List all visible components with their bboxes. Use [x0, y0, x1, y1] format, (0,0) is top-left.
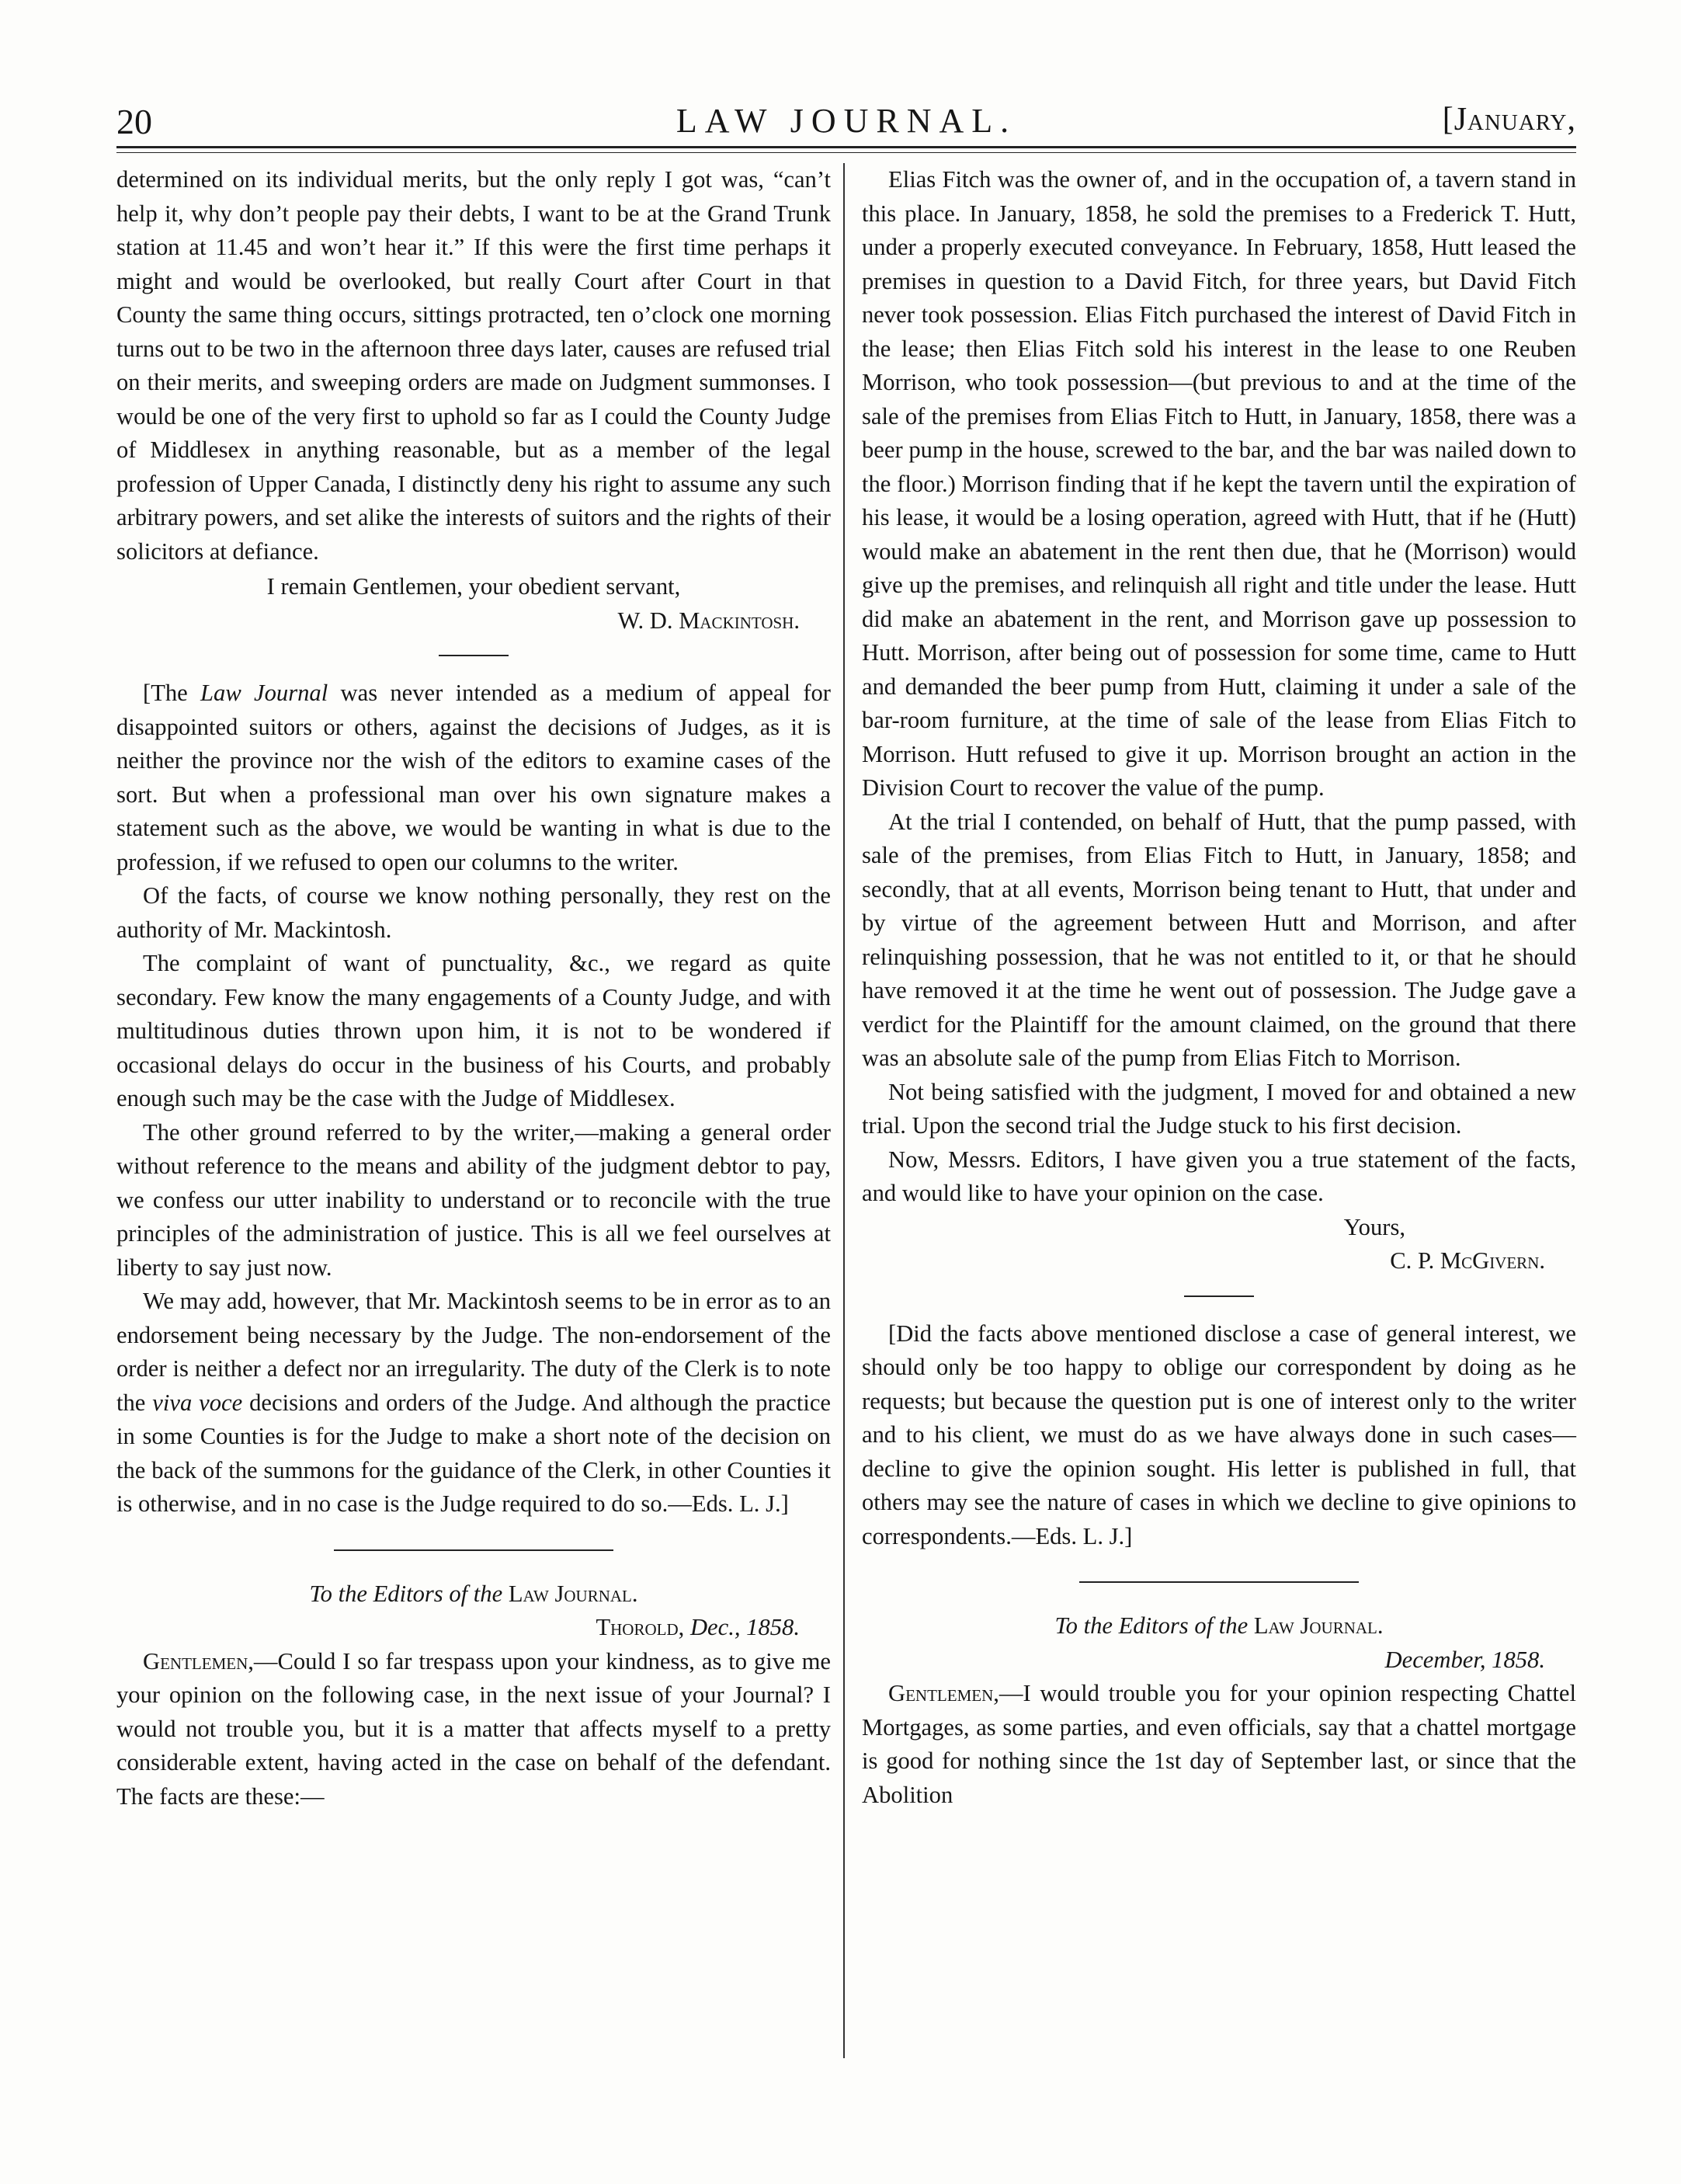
- editorial-text: We may add, however, that Mr. Mackintosh seems to be in error as to an endorsement being necessary by the Judge. The non-endorsement of the order is neither a defect nor an irregularity. The duty of the Clerk is to note the: [116, 1288, 831, 1416]
- letter-closing: Yours,: [1343, 1213, 1405, 1240]
- address-italic: To the Editors of the: [309, 1580, 503, 1607]
- letter-continuation: determined on its individual merits, but the only reply I got was, “can’t help it, why don’t people pay their debts, I want to be at the Grand Trunk station at 11.45 and won’t hear it.” If this were the first time perhaps it might and would be overlooked, but really Court after Court in that County the same thing occurs, sittings protracted, ten o’clock one morning turns out to be two in the afternoon three days later, causes are refused trial on their merits, and sweeping orders are made on Judgment summonses. I would be one of the very first to uphold so far as I could the County Judge of Middlesex in anything reasonable, but as a member of the legal profession of Upper Canada, I distinctly deny his right to assume any such arbitrary powers, and set alike the interests of suitors and the rights of their solicitors at defiance.: [116, 166, 831, 565]
- editorial-paragraph: [116, 1285, 831, 1521]
- letter-dateline: December, 1858.: [1384, 1646, 1545, 1673]
- letter-dateline: [116, 1611, 831, 1645]
- left-column: [116, 163, 831, 2058]
- editorial-text: decisions and orders of the Judge. And although the practice in some Counties is for the Judge to make a short note of the decision on the back of the summons for the guidance of the Clerk, in other Counties it is otherwise, and in no case is the Judge required to do so.—Eds. L. J.]: [116, 1389, 831, 1517]
- editorial-paragraph: [116, 676, 831, 879]
- dateline-date: Dec., 1858.: [689, 1614, 800, 1640]
- letter-address: [116, 1577, 831, 1612]
- letter-paragraph: Elias Fitch was the owner of, and in the occupation of, a tavern stand in this place. In January, 1858, he sold the premises to a Frederick T. Hutt, under a properly executed conveyance. In February, 1858, Hutt leased the premises in question to a David Fitch, for three years, but David Fitch never took possession. Elias Fitch purchased the interest of David Fitch in the lease; then Elias Fitch sold his interest in the lease to one Reuben Morrison, who took possession—(but previous to and at the time of the sale of the premises from Elias Fitch to Hutt, in January, 1858, there was a beer pump in the house, screwed to the bar, and the bar was nailed down to the floor.) Morrison finding that if he kept the tavern until the expiration of his lease, it would be a losing operation, agreed with Hutt, that if he (Hutt) would make an abatement in the rent then due, that he (Morrison) would give up the premises, and relinquish all right and title under the lease. Hutt did make an abatement in the rent, and Morrison gave up possession to Hutt. Morrison, after being out of possession for some time, came to Hutt and demanded the beer pump from Hutt, claiming it under a sale of the bar-room furniture, at the time of sale of the lease from Elias Fitch to Morrison. Hutt refused to give it up. Morrison brought an action in the Division Court to recover the value of the pump.: [862, 166, 1576, 801]
- editorial-paragraph: The complaint of want of punctuality, &c., we regard as quite secondary. Few know the many engagements of a County Judge, and with multitudinous duties thrown upon him, it is not to be wondered if occasional delays do occur in the business of his Courts, and probably enough such may be the case with the Judge of Middlesex.: [116, 950, 831, 1111]
- address-italic: To the Editors of the: [1054, 1612, 1249, 1639]
- editorial-paragraph: The other ground referred to by the writer,—making a general order without reference to the means and ability of the judgment debtor to pay, we confess our utter inability to understand or to reconcile with the true principles of the administration of justice. This is all we feel ourselves at liberty to say just now.: [116, 1118, 831, 1281]
- editorial-paragraph: [Did the facts above mentioned disclose a case of general interest, we should only be too happy to oblige our correspondent by doing as he requests; but because the question put is one of interest only to the writer and to his client, we must do as we have always done in such cases—decline to give the opinion sought. His letter is published in full, that others may see the nature of cases in which we decline to give opinions to correspondents.—Eds. L. J.]: [862, 1320, 1576, 1549]
- running-header: [116, 101, 1576, 148]
- journal-title: LAW JOURNAL.: [676, 102, 1017, 140]
- right-column: [862, 163, 1576, 2058]
- page-number: 20: [116, 102, 152, 141]
- header-rule-thick: [116, 146, 1576, 148]
- section-divider: [334, 1549, 613, 1551]
- dateline-place: Thorold,: [596, 1614, 685, 1640]
- salutation: Gentlemen,: [143, 1647, 254, 1675]
- letter-signature: W. D. Mackintosh.: [617, 607, 800, 634]
- running-month: [January,: [1442, 102, 1576, 137]
- letter-text: —I would trouble you for your opinion respecting Chattel Mortgages, as some parties, and even officials, say that a chattel mortgage is good for nothing since the 1st day of September last, or since that the Abolition: [862, 1680, 1576, 1808]
- section-divider: [1184, 1295, 1254, 1297]
- header-rule-thin: [116, 152, 1576, 153]
- editorial-paragraph: Of the facts, of course we know nothing personally, they rest on the authority of Mr. Mackintosh.: [116, 882, 831, 943]
- editorial-text: [The: [143, 680, 201, 706]
- letter-paragraph: Not being satisfied with the judgment, I moved for and obtained a new trial. Upon the second trial the Judge stuck to his first decision.: [862, 1078, 1576, 1139]
- salutation: Gentlemen,: [888, 1680, 999, 1706]
- journal-name-italic: Law Journal: [200, 680, 328, 706]
- column-divider: [843, 163, 845, 2058]
- latin-phrase: viva voce: [152, 1389, 243, 1416]
- letter-signature: C. P. McGivern.: [1390, 1247, 1545, 1274]
- letter-closing: I remain Gentlemen, your obedient servant,: [266, 573, 681, 600]
- letter-paragraph: [116, 1645, 831, 1814]
- letter-paragraph: Now, Messrs. Editors, I have given you a true statement of the facts, and would like to have your opinion on the case.: [862, 1146, 1576, 1206]
- section-divider: [1079, 1581, 1359, 1583]
- section-divider: [439, 655, 509, 656]
- address-journal: Law Journal.: [508, 1580, 638, 1607]
- editorial-text: was never intended as a medium of appeal for disappointed suitors or others, against the decisions of Judges, as it is neither the province nor the wish of the editors to examine cases of the sort. But when a professional man over his own signature makes a statement such as the above, we would be wanting in what is due to the profession, if we refused to open our columns to the writer.: [116, 680, 831, 875]
- letter-text: —Could I so far trespass upon your kindness, as to give me your opinion on the following case, in the next issue of your Journal? I would not trouble you, but it is a matter that affects myself to a pretty considerable extent, having acted in the case on behalf of the defendant. The facts are these:—: [116, 1647, 831, 1810]
- letter-paragraph: [862, 1677, 1576, 1812]
- letter-paragraph: At the trial I contended, on behalf of Hutt, that the pump passed, with sale of the premises, from Elias Fitch to Hutt, in January, 1858; and secondly, that at all events, Morrison being tenant to Hutt, that under and by virtue of the agreement between Hutt and Morrison, and after relinquishing possession, that he was not entitled to it, or that he should have removed it at the time he went out of possession. The Judge gave a verdict for the Plaintiff for the amount claimed, on the ground that there was an absolute sale of the pump from Elias Fitch to Morrison.: [862, 808, 1576, 1071]
- letter-address: [862, 1609, 1576, 1643]
- address-journal: Law Journal.: [1253, 1612, 1384, 1639]
